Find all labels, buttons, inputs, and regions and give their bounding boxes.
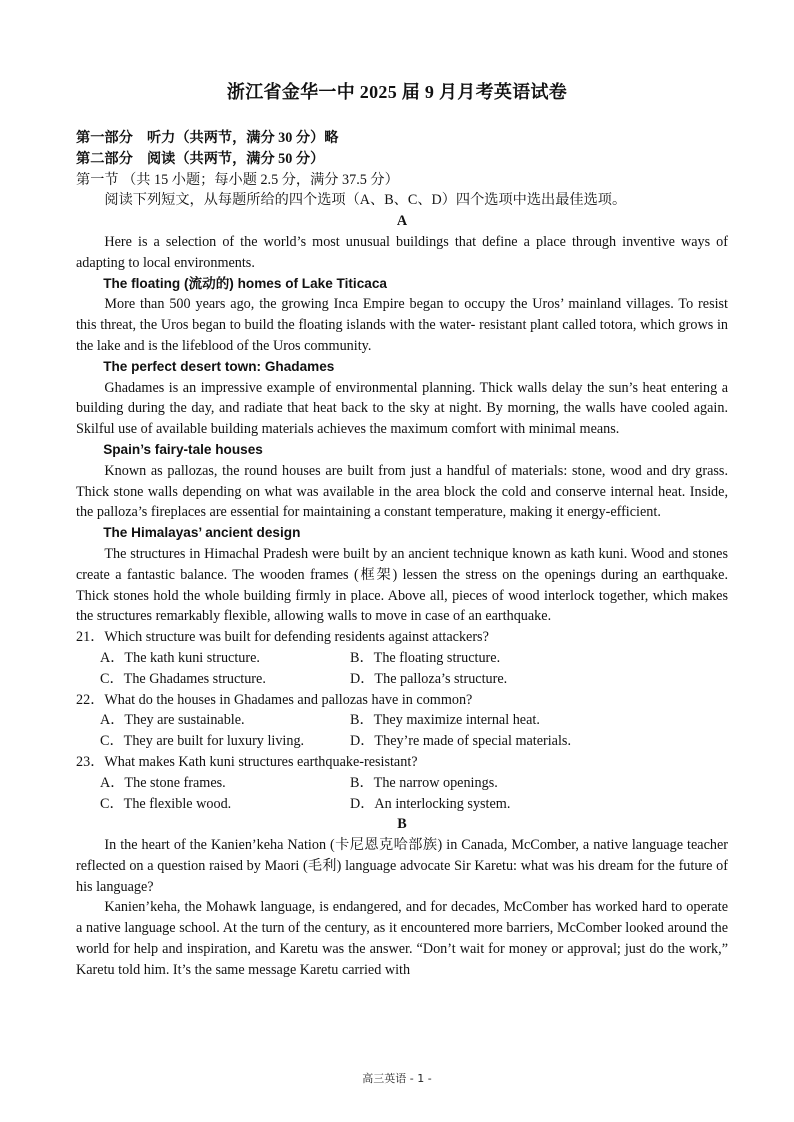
passage-a-subheading-4: The Himalayas’ ancient design: [103, 525, 301, 541]
question-21-option-b: B．The floating structure.: [350, 649, 501, 666]
page-footer: 高三英语 - 1 -: [362, 1072, 432, 1085]
passage-a-paragraph-1: More than 500 years ago, the growing Inca Empire began to occupy the Uros’ mainland villages. To resist this threat, the Uros began to build the floating islands with the water- resistant plant called totora, which grows in the lake and is the lifeblood of the Uros community.: [76, 296, 728, 354]
passage-b-paragraph-1: In the heart of the Kanien’keha Nation (卡尼恩克哈部族) in Canada, McComber, a native language teacher reflected on a question raised by Maori (毛利) language advocate Sir Karetu: what was his dream for the future of his language?: [76, 837, 728, 895]
passage-b-letter: B: [397, 816, 407, 833]
question-22-stem: 22．What do the houses in Ghadames and pallozas have in common?: [76, 691, 473, 708]
section-one-heading: 第一节 （共 15 小题；每小题 2.5 分，满分 37.5 分）: [76, 171, 399, 188]
part-one-heading: 第一部分 听力（共两节，满分 30 分）略: [76, 130, 339, 146]
passage-a-letter: A: [396, 213, 408, 230]
passage-a-paragraph-2: Ghadames is an impressive example of environmental planning. Thick walls delay the sun’s heat entering a building during the day, and radiate that heat back to the sky at night. By morning, the walls have cooled again. Skilful use of available building materials achieves the maximum comfort with minimal means.: [76, 379, 728, 438]
question-21-stem: 21．Which structure was built for defending residents against attackers?: [76, 629, 489, 646]
question-22-option-a: A．They are sustainable.: [100, 712, 245, 729]
question-23-option-b: B．The narrow openings.: [350, 774, 498, 791]
passage-a-subheading-3: Spain’s fairy-tale houses: [103, 441, 263, 457]
question-23-option-a: A．The stone frames.: [100, 774, 226, 791]
passage-a-subheading-2: The perfect desert town: Ghadames: [103, 358, 335, 374]
question-21-option-c: C．The Ghadames structure.: [100, 670, 266, 687]
question-21-options: [76, 648, 728, 690]
passage-b-paragraph-2: Kanien’keha, the Mohawk language, is endangered, and for decades, McComber has worked hard to operate a native language school. At the turn of the century, as it encountered more barriers, McComber looked around the world for help and inspiration, and Karetu was the answer. “Don’t wait for money or approval; just do the work,” Karetu told him. It’s the same message Karetu carried with: [76, 899, 728, 978]
question-22-option-d: D．They’re made of special materials.: [350, 733, 571, 750]
question-23-stem: 23．What makes Kath kuni structures earthquake-resistant?: [76, 753, 418, 770]
question-22-option-c: C．They are built for luxury living.: [100, 733, 305, 750]
passage-a-subheading-1: The floating (流动的) homes of Lake Titicaca: [103, 275, 387, 291]
question-22-options: [76, 710, 728, 752]
question-22-option-b: B．They maximize internal heat.: [350, 712, 540, 729]
question-21-option-a: A．The kath kuni structure.: [100, 649, 260, 666]
passage-a-paragraph-4: The structures in Himachal Pradesh were built by an ancient technique known as kath kuni. Wood and stones create a fantastic balance. The wooden frames (框架) lessen the stress on the openings during an earthquake. Thick stones hold the whole building firmly in place. Above all, pieces of wood interlock together, which makes the structures remarkably flexible, allowing walls to move in case of an earthquake.: [76, 545, 728, 625]
question-23-option-c: C．The flexible wood.: [100, 795, 232, 812]
passage-a-paragraph-3: Known as pallozas, the round houses are built from just a handful of materials: stone, wood and dry grass. Thick stone walls depending on what was available in the area block the cold and conserve internal heat. Inside, the palloza’s fireplaces are essential for maintaining a constant temperature, making it energy-efficient.: [76, 462, 728, 521]
part-two-heading: 第二部分 阅读（共两节，满分 50 分）: [76, 150, 325, 167]
instruction-text: 阅读下列短文，从每题所给的四个选项（A、B、C、D）四个选项中选出最佳选项。: [104, 192, 627, 209]
question-23-options: [76, 773, 728, 815]
question-21-option-d: D．The palloza’s structure.: [350, 670, 508, 687]
page-title: 浙江省金华一中 2025 届 9 月月考英语试卷: [226, 82, 568, 102]
passage-a-intro: Here is a selection of the world’s most unusual buildings that define a place through inventive ways of adapting to local environments.: [76, 233, 728, 271]
question-23-option-d: D．An interlocking system.: [350, 795, 511, 812]
page-content: [76, 128, 728, 981]
